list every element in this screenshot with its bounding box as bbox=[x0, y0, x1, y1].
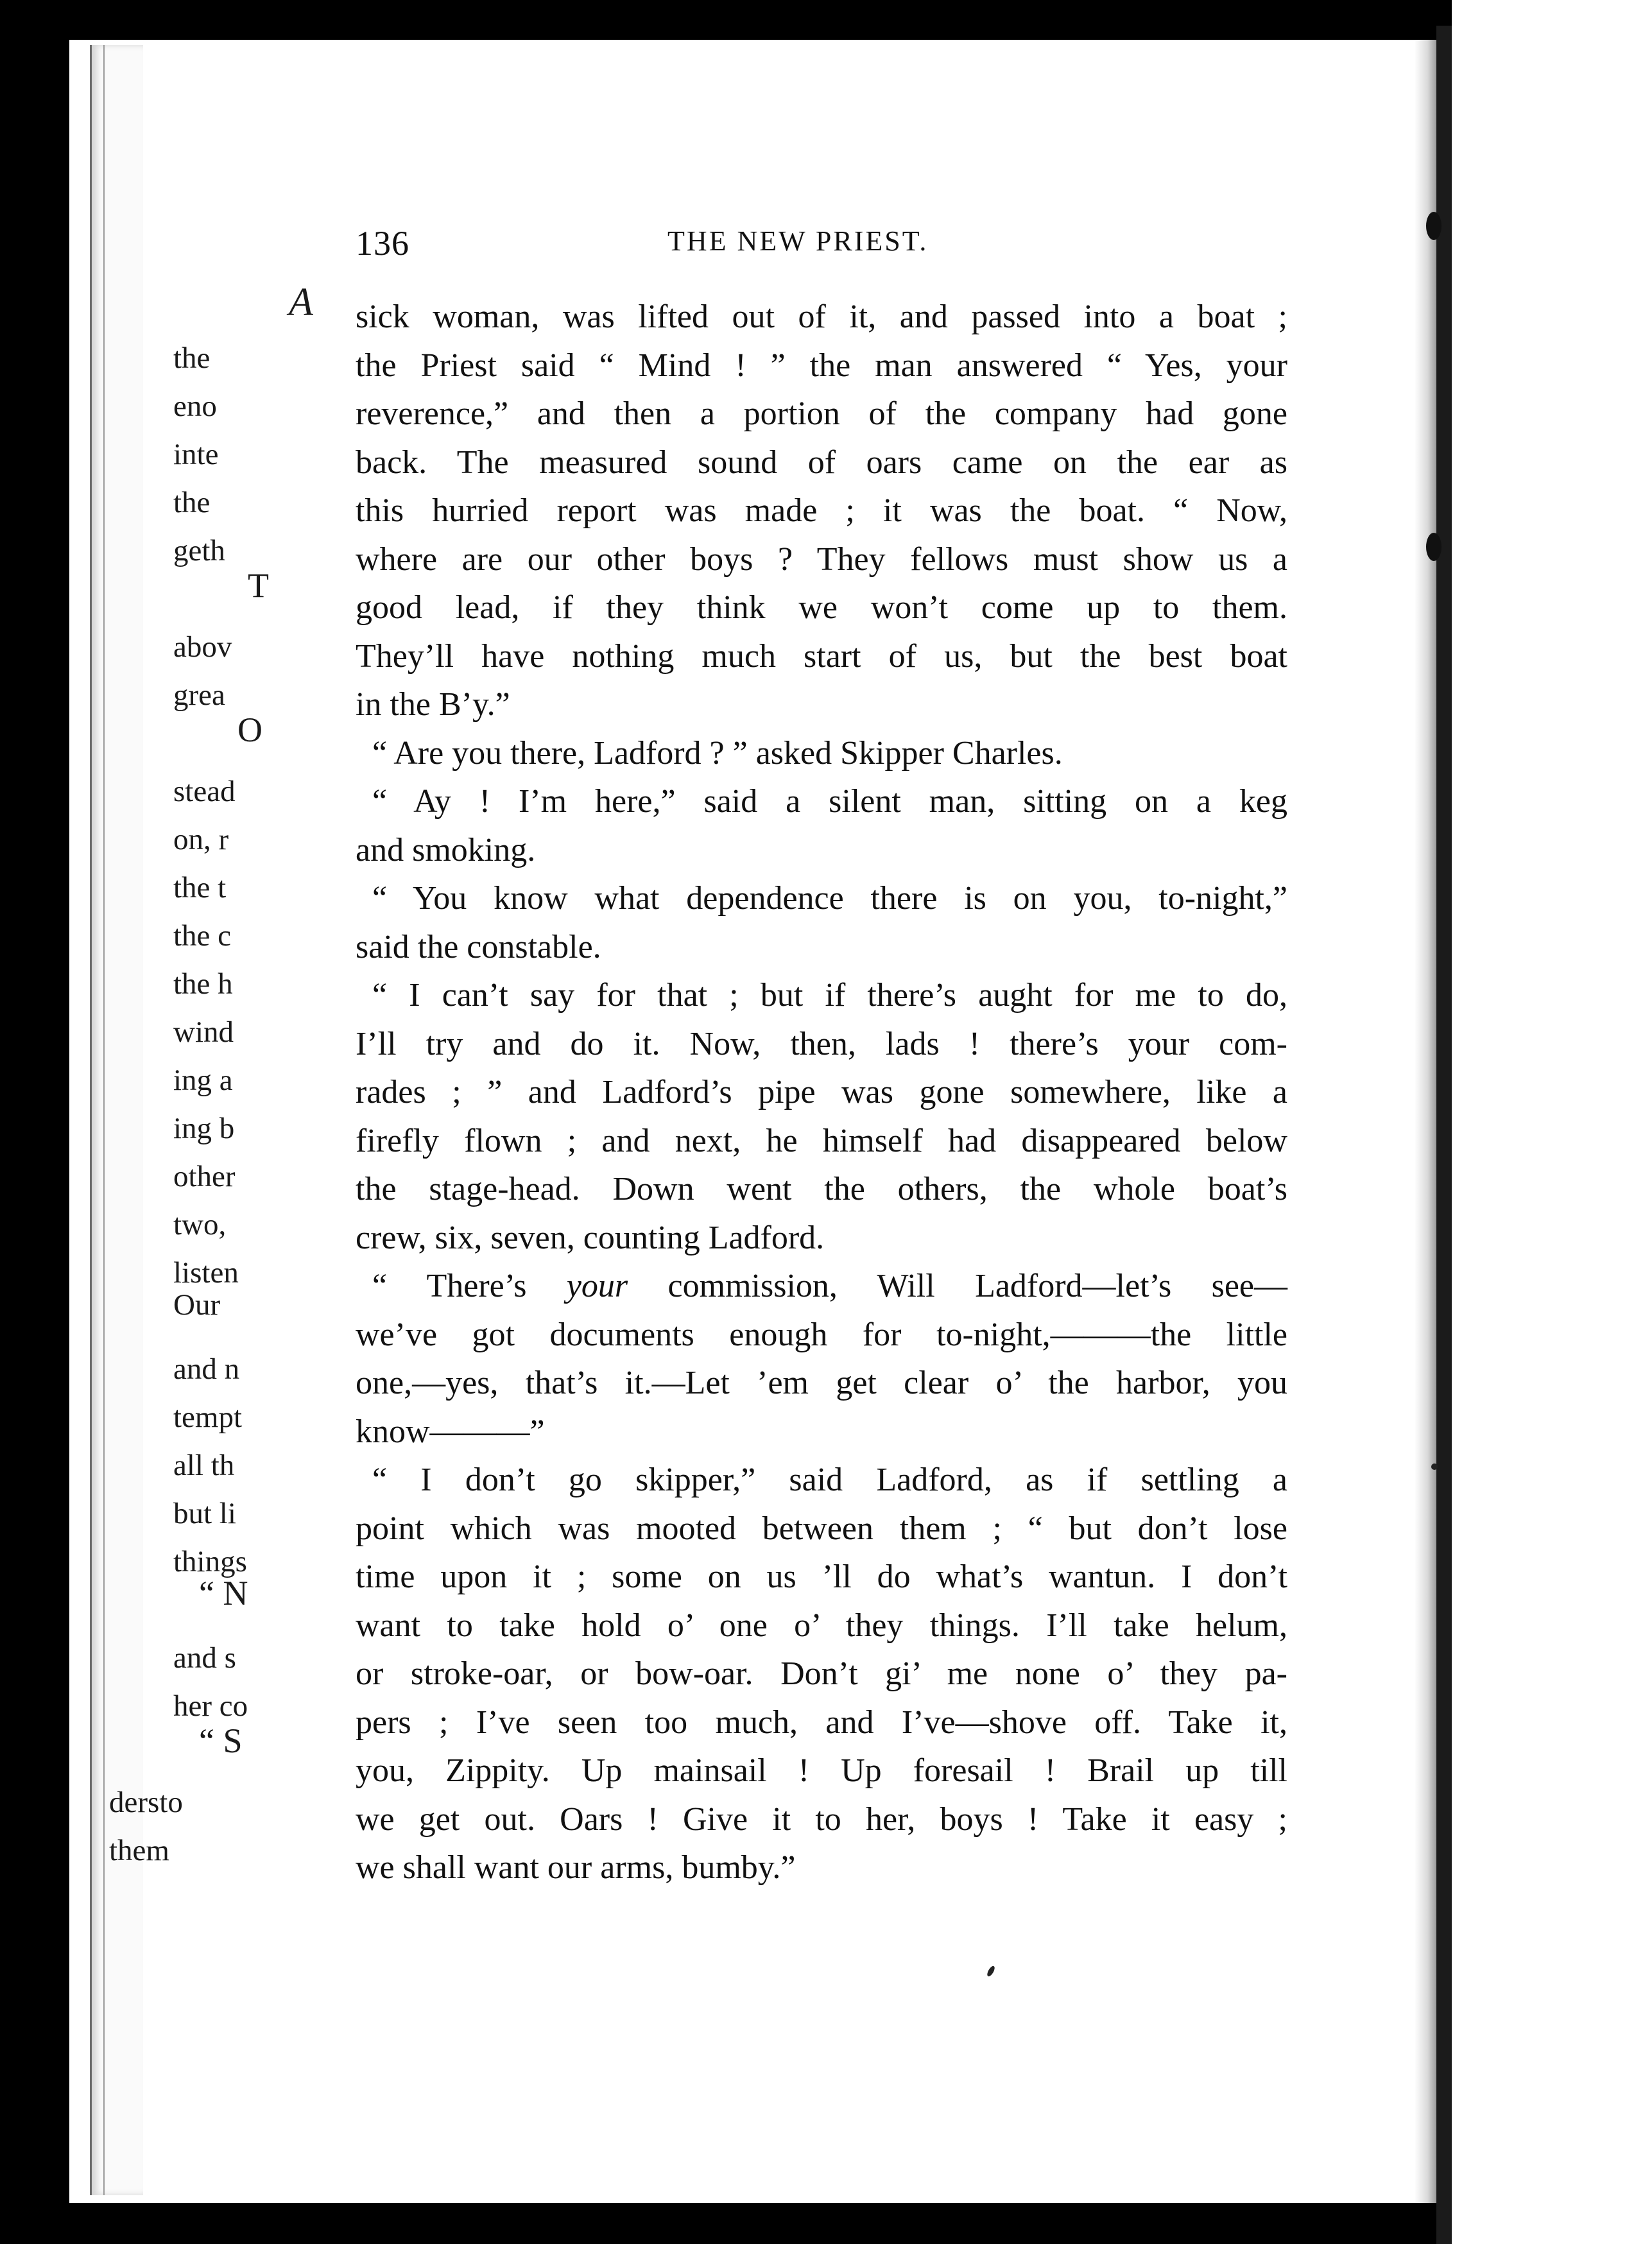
facing-page-fragment: the t bbox=[173, 871, 227, 904]
text-span: They’ll have nothing much start of us, but the best boat bbox=[356, 637, 1287, 675]
text-line bbox=[356, 293, 1287, 341]
text-line bbox=[356, 390, 1287, 438]
gutter-mark bbox=[1426, 212, 1441, 240]
text-span: “ Ay ! I’m here,” said a silent man, sitting on a keg bbox=[372, 783, 1287, 820]
text-span: “ There’s bbox=[372, 1268, 567, 1304]
facing-page-fragment: them bbox=[109, 1834, 169, 1867]
text-line bbox=[356, 1505, 1287, 1553]
body-text bbox=[356, 293, 1287, 1892]
text-line bbox=[356, 1020, 1287, 1069]
text-line bbox=[356, 1553, 1287, 1601]
text-span: time upon it ; some on us ’ll do what’s wantun. I don’t bbox=[356, 1558, 1287, 1595]
text-span: “ You know what dependence there is on you, to-night,” bbox=[372, 880, 1287, 917]
facing-page-fragment: but li bbox=[173, 1497, 236, 1530]
text-span: rades ; ” and Ladford’s pipe was gone somewhere, like a bbox=[356, 1074, 1287, 1110]
text-span: point which was mooted between them ; “ but don’t lose bbox=[356, 1510, 1287, 1547]
text-span: want to take hold o’ one o’ they things. I’ll take helum, bbox=[356, 1607, 1287, 1644]
facing-page-fragment: A bbox=[289, 280, 313, 324]
facing-page-fragment: the bbox=[173, 341, 211, 375]
facing-page-fragment: on, r bbox=[173, 823, 229, 856]
text-line bbox=[356, 971, 1287, 1020]
text-span: one,—yes, that’s it.—Let ’em get clear o’ the harbor, you bbox=[356, 1365, 1287, 1401]
text-span: crew, six, seven, counting Ladford. bbox=[356, 1219, 825, 1256]
text-span: “ Are you there, Ladford ? ” asked Skipper Charles. bbox=[372, 734, 1063, 772]
text-line bbox=[356, 438, 1287, 487]
text-line bbox=[356, 632, 1287, 681]
text-span: or stroke-oar, or bow-oar. Don’t gi’ me none o’ they pa- bbox=[356, 1655, 1287, 1692]
text-span: I’ll try and do it. Now, then, lads ! there’s your com- bbox=[356, 1025, 1287, 1062]
facing-page-fragment: wind bbox=[173, 1015, 234, 1049]
facing-page-fragment: geth bbox=[173, 534, 225, 567]
text-span: said the constable. bbox=[356, 928, 601, 965]
facing-page-fragment: inte bbox=[173, 438, 219, 471]
text-span: this hurried report was made ; it was the boat. “ Now, bbox=[356, 492, 1287, 529]
text-span: “ I don’t go skipper,” said Ladford, as if settling a bbox=[372, 1462, 1287, 1498]
text-line bbox=[356, 1214, 1287, 1263]
page-edge-shadow bbox=[90, 45, 143, 2195]
text-line bbox=[356, 1359, 1287, 1408]
facing-page-fragment: her co bbox=[173, 1689, 248, 1723]
book-gutter bbox=[1436, 26, 1452, 2244]
text-line bbox=[356, 1843, 1287, 1892]
text-span: “ I can’t say for that ; but if there’s aught for me to do, bbox=[372, 977, 1287, 1014]
facing-page-fragment: other bbox=[173, 1160, 236, 1193]
facing-page-fragment: the h bbox=[173, 967, 233, 1001]
text-span: back. The measured sound of oars came on the ear as bbox=[356, 444, 1287, 481]
facing-page-fragment: abov bbox=[173, 630, 232, 664]
text-span: we’ve got documents enough for to-night,———the little bbox=[356, 1316, 1287, 1353]
facing-page-fragment: ing a bbox=[173, 1064, 233, 1097]
text-span: sick woman, was lifted out of it, and passed into a boat ; bbox=[356, 298, 1287, 335]
page-number: 136 bbox=[356, 224, 409, 263]
facing-page-fragment: stead bbox=[173, 775, 236, 808]
text-line bbox=[356, 1650, 1287, 1698]
text-line bbox=[356, 923, 1287, 972]
text-line bbox=[356, 1698, 1287, 1747]
text-line bbox=[356, 826, 1287, 875]
text-span: reverence,” and then a portion of the company had gone bbox=[356, 395, 1287, 432]
text-span: pers ; I’ve seen too much, and I’ve—shove off. Take it, bbox=[356, 1704, 1287, 1741]
text-line bbox=[356, 1601, 1287, 1650]
text-line bbox=[356, 1456, 1287, 1505]
gutter-shade bbox=[1415, 40, 1436, 2203]
facing-page-fragment: eno bbox=[173, 390, 217, 423]
text-span: we get out. Oars ! Give it to her, boys ! Take it easy ; bbox=[356, 1800, 1287, 1838]
text-line bbox=[356, 680, 1287, 729]
text-span: good lead, if they think we won’t come up to them. bbox=[356, 589, 1287, 626]
text-span: you, Zippity. Up mainsail ! Up foresail ! Brail up till bbox=[356, 1752, 1287, 1789]
text-span: we shall want our arms, bumby.” bbox=[356, 1849, 796, 1886]
gutter-mark bbox=[1426, 533, 1441, 561]
facing-page-fragment: grea bbox=[173, 678, 225, 712]
text-line bbox=[356, 1795, 1287, 1844]
facing-page-fragment: dersto bbox=[109, 1786, 183, 1819]
facing-page-fragment: T bbox=[248, 566, 269, 605]
text-line bbox=[356, 583, 1287, 632]
text-line bbox=[356, 1068, 1287, 1117]
text-line bbox=[356, 1747, 1287, 1795]
facing-page-fragment: and n bbox=[173, 1352, 240, 1386]
text-span: in the B’y.” bbox=[356, 686, 510, 723]
ink-speck bbox=[1431, 1463, 1438, 1470]
facing-page-fragment: “ N bbox=[199, 1574, 248, 1612]
facing-page-fragment: ing b bbox=[173, 1112, 235, 1145]
text-span: firefly flown ; and next, he himself had disappeared below bbox=[356, 1122, 1287, 1159]
text-span: the stage-head. Down went the others, the whole boat’s bbox=[356, 1171, 1287, 1207]
text-line bbox=[356, 1117, 1287, 1166]
text-line bbox=[356, 729, 1287, 778]
facing-page-fragment: and s bbox=[173, 1641, 236, 1675]
facing-page-fragment: two, bbox=[173, 1208, 227, 1241]
text-line bbox=[356, 535, 1287, 584]
facing-page-fragment: the bbox=[173, 486, 211, 519]
text-line bbox=[356, 1262, 1287, 1311]
facing-page-fragment: “ S bbox=[199, 1722, 243, 1760]
text-line bbox=[356, 487, 1287, 535]
facing-page-fragment: Our bbox=[173, 1288, 221, 1322]
facing-page-fragment: listen bbox=[173, 1256, 239, 1290]
text-line bbox=[356, 777, 1287, 826]
text-line bbox=[356, 1408, 1287, 1456]
text-line bbox=[356, 1311, 1287, 1359]
facing-page-fragment: the c bbox=[173, 919, 232, 953]
text-span: and smoking. bbox=[356, 831, 536, 868]
text-line bbox=[356, 1165, 1287, 1214]
text-line bbox=[356, 874, 1287, 923]
text-line bbox=[356, 341, 1287, 390]
text-span: know———” bbox=[356, 1413, 545, 1450]
facing-page-fragment: all th bbox=[173, 1449, 235, 1482]
text-span: commission, Will Ladford—let’s see— bbox=[628, 1268, 1287, 1304]
text-span: where are our other boys ? They fellows must show us a bbox=[356, 540, 1287, 578]
italic-word: your bbox=[566, 1268, 628, 1304]
running-head: THE NEW PRIEST. bbox=[667, 225, 929, 257]
facing-page-fragment: tempt bbox=[173, 1401, 243, 1434]
facing-page-fragment: things bbox=[173, 1545, 247, 1578]
text-span: the Priest said “ Mind ! ” the man answered “ Yes, your bbox=[356, 347, 1287, 384]
facing-page-fragment: O bbox=[237, 711, 262, 749]
